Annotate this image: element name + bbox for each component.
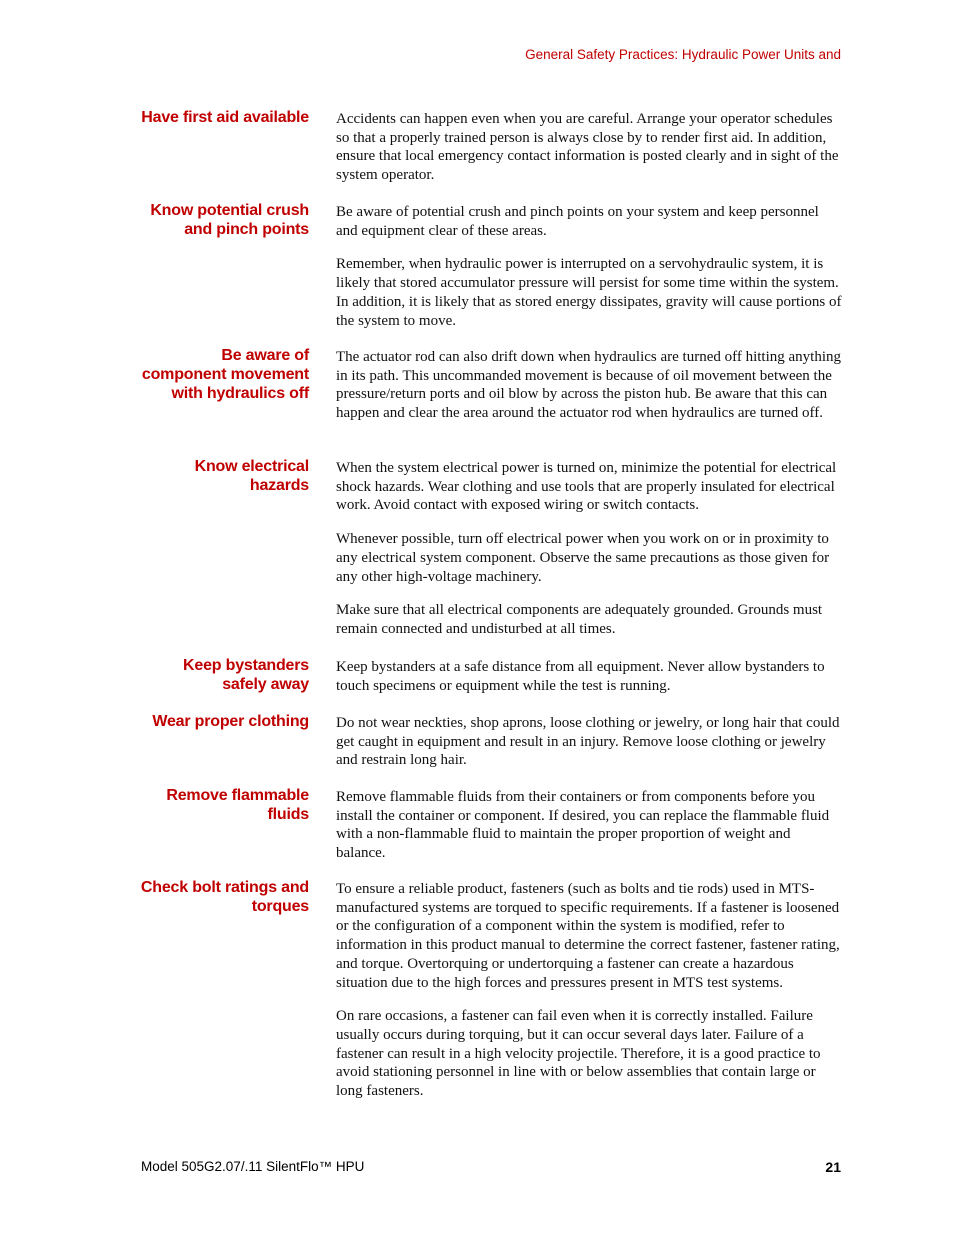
- body-paragraph: To ensure a reliable product, fasteners (such as bolts and tie rods) used in MTS-manufactured systems are torqued to specific requirements. If a fastener is loosened or the configuration of a component within the system is modified, refer to information in this product manual to determine the correct fastener, fastener rating, and torque. Overtorquing or undertorquing a fastener can create a hazardous situation due to the high forces and pressures present in MTS test systems.: [336, 881, 840, 991]
- section-heading-line: Keep bystanders: [183, 657, 309, 674]
- page-number: 21: [825, 1159, 841, 1175]
- body-paragraph: Keep bystanders at a safe distance from all equipment. Never allow bystanders to touch specimens or equipment while the test is running.: [336, 659, 825, 694]
- section-heading: [120, 346, 309, 403]
- body-paragraph: On rare occasions, a fastener can fail even when it is correctly installed. Failure usually occurs during torquing, but it can occur several days later. Failure of a fastener can result in a high velocity projectile. Therefore, it is a good practice to avoid stationing personnel in line with or below assemblies that contain large or long fasteners.: [336, 1008, 821, 1100]
- section-heading-line: hazards: [249, 477, 309, 494]
- body-paragraph: Do not wear neckties, shop aprons, loose clothing or jewelry, or long hair that could get caught in equipment and result in an injury. Remove loose clothing or jewelry and restrain long hair.: [336, 715, 840, 769]
- section-body: [336, 348, 842, 438]
- body-paragraph: Be aware of potential crush and pinch points on your system and keep personnel and equipment clear of these areas.: [336, 204, 819, 239]
- section-heading-line: and pinch points: [184, 221, 309, 238]
- section-heading: [120, 712, 309, 731]
- body-paragraph: Remove flammable fluids from their containers or from components before you install the container or component. If desired, you can replace the flammable fluid with a non-flammable fluid to maintain the proper proportion of weight and balance.: [336, 789, 830, 862]
- body-paragraph: Whenever possible, turn off electrical power when you work on or in proximity to any electrical system component. Observe the same precautions as those given for any other high-voltage machinery.: [336, 531, 830, 585]
- running-header: General Safety Practices: Hydraulic Power Units and: [525, 47, 841, 62]
- section-body: [336, 658, 842, 710]
- body-paragraph: When the system electrical power is turned on, minimize the potential for electrical shock hazards. Wear clothing and use tools that are properly insulated for electrical work. Avoid contact with exposed wiring or switch contacts.: [336, 460, 837, 514]
- section-heading-line: torques: [251, 898, 309, 915]
- section-heading: [120, 878, 309, 916]
- section-heading-line: component movement: [141, 366, 309, 383]
- section-body: [336, 880, 842, 1116]
- section-heading: [120, 457, 309, 495]
- section-heading-line: Know potential crush: [150, 202, 309, 219]
- section-heading-line: fluids: [267, 806, 309, 823]
- section-heading-line: Remove flammable: [166, 787, 309, 804]
- section-heading-line: Wear proper clothing: [152, 713, 309, 730]
- section-body: [336, 788, 842, 878]
- section-heading: [120, 656, 309, 694]
- section-heading: [120, 108, 309, 127]
- body-paragraph: Make sure that all electrical components are adequately grounded. Grounds must remain connected and undisturbed at all times.: [336, 602, 823, 637]
- section-body: [336, 203, 842, 345]
- section-heading-line: safely away: [222, 676, 309, 693]
- section-heading-line: Check bolt ratings and: [140, 879, 309, 896]
- section-heading-line: Have first aid available: [141, 109, 309, 126]
- section-body: [336, 110, 842, 200]
- section-body: [336, 459, 842, 654]
- body-paragraph: Accidents can happen even when you are careful. Arrange your operator schedules so that a properly trained person is always close by to render first aid. In addition, ensure that local emergency contact information is posted clearly and in sight of the system operator.: [336, 111, 839, 184]
- section-heading-line: with hydraulics off: [171, 385, 309, 402]
- section-heading: [120, 201, 309, 239]
- body-paragraph: The actuator rod can also drift down when hydraulics are turned off hitting anything in its path. This uncommanded movement is because of oil movement between the pressure/return ports and oil blow by across the piston hub. Be aware that this can happen and clear the area around the actuator rod when hydraulics are turned off.: [336, 349, 841, 422]
- section-heading-line: Know electrical: [194, 458, 309, 475]
- section-heading: [120, 786, 309, 824]
- body-paragraph: Remember, when hydraulic power is interrupted on a servohydraulic system, it is likely that stored accumulator pressure will persist for some time within the system. In addition, it is likely that as stored energy dissipates, gravity will cause portions of the system to move.: [336, 256, 842, 329]
- section-body: [336, 714, 842, 785]
- footer-model: Model 505G2.07/.11 SilentFlo™ HPU: [141, 1159, 365, 1174]
- section-heading-line: Be aware of: [221, 347, 309, 364]
